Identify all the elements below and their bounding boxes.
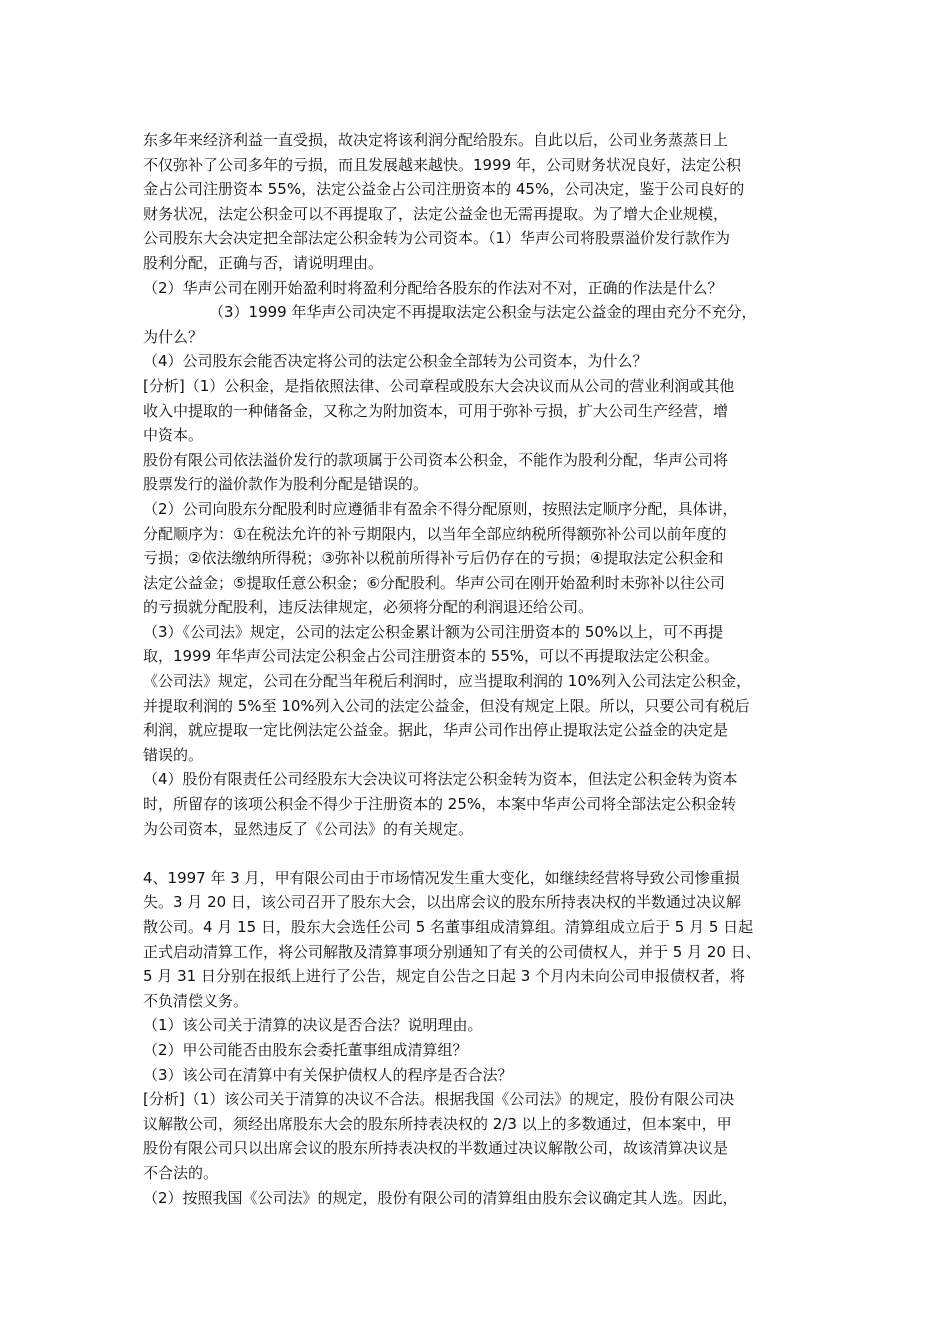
text-line: 利润，就应提取一定比例法定公益金。据此，华声公司作出停止提取法定公益金的决定是 <box>143 721 729 740</box>
question-line: （3）1999 年华声公司决定不再提取法定公积金与法定公益金的理由充分不充分， <box>209 303 757 322</box>
text-line: 股份有限公司只以出席会议的股东所持表决权的半数通过决议解散公司，故该清算决议是 <box>143 1139 729 1158</box>
text-line: 取，1999 年华声公司法定公积金占公司注册资本的 55%，可以不再提取法定公积金。 <box>143 647 720 666</box>
text-line: 分配顺序为：①在税法允许的补亏期限内，以当年全部应纳税所得额弥补公司以前年度的 <box>143 524 727 543</box>
analysis-line: [分析]（1）公积金，是指依照法律、公司章程或股东大会决议而从公司的营业利润或其他 <box>143 376 735 395</box>
text-line: 中资本。 <box>143 426 204 445</box>
text-line: 财务状况，法定公积金可以不再提取了，法定公益金也无需再提取。为了增大企业规模， <box>143 204 729 223</box>
case-heading-line: 4、1997 年 3 月，甲有限公司由于市场情况发生重大变化，如继续经营将导致公司惨重损 <box>143 868 740 887</box>
text-line: 并提取利润的 5%至 10%列入公司的法定公益金，但没有规定上限。所以，只要公司有税后 <box>143 696 750 715</box>
text-line: 东多年来经济利益一直受损，故决定将该利润分配给股东。自此以后，公司业务蒸蒸日上 <box>143 131 729 149</box>
text-line: 正式启动清算工作，将公司解散及清算事项分别通知了有关的公司债权人，并于 5 月 20 日、 <box>143 942 761 961</box>
text-line: 股票发行的溢价款作为股利分配是错误的。 <box>143 475 429 494</box>
text-line: 《公司法》规定，公司在分配当年税后利润时，应当提取利润的 10%列入公司法定公积金， <box>143 672 752 691</box>
text-line: 错误的。 <box>143 745 204 764</box>
question-line: （2）华声公司在刚开始盈利时将盈利分配给各股东的作法对不对，正确的作法是什么？ <box>143 278 723 297</box>
text-line: 为公司资本，显然违反了《公司法》的有关规定。 <box>143 819 474 838</box>
text-line: 为什么？ <box>143 327 204 346</box>
text-line: 散公司。4 月 15 日，股东大会选任公司 5 名董事组成清算组。清算组成立后于 5 月 5 日起 <box>143 918 754 936</box>
text-line: 金占公司注册资本 55%，法定公益金占公司注册资本的 45%，公司决定，鉴于公司良好的 <box>143 180 745 199</box>
text-line: 议解散公司，须经出席股东大会的股东所持表决权的 2/3 以上的多数通过，但本案中，甲 <box>143 1114 732 1133</box>
text-line: 公司股东大会决定把全部法定公积金转为公司资本。（1）华声公司将股票溢价发行款作为 <box>143 229 731 248</box>
analysis-line: [分析]（1）该公司关于清算的决议不合法。根据我国《公司法》的规定，股份有限公司决 <box>143 1090 735 1109</box>
text-line: （2）按照我国《公司法》的规定，股份有限公司的清算组由股东会议确定其人选。因此， <box>143 1188 738 1207</box>
text-line: 的亏损就分配股利，违反法律规定，必须将分配的利润退还给公司。 <box>143 598 594 617</box>
text-line: （3）《公司法》规定，公司的法定公积金累计额为公司注册资本的 50%以上，可不再提 <box>143 622 724 641</box>
text-line: 不负清偿义务。 <box>143 991 249 1010</box>
text-line: 不合法的。 <box>143 1163 219 1182</box>
text-line: 时，所留存的该项公积金不得少于注册资本的 25%，本案中华声公司将全部法定公积金转 <box>143 795 737 814</box>
question-line: （2）甲公司能否由股东会委托董事组成清算组？ <box>143 1040 468 1059</box>
paragraph-gap <box>143 841 823 866</box>
question-line: （4）公司股东会能否决定将公司的法定公积金全部转为公司资本，为什么？ <box>143 352 648 371</box>
text-line: 不仅弥补了公司多年的亏损，而且发展越来越快。1999 年，公司财务状况良好，法定公积 <box>143 155 741 174</box>
text-line: 失。3 月 20 日，该公司召开了股东大会，以出席会议的股东所持表决权的半数通过决议解 <box>143 893 741 912</box>
question-line: （1）该公司关于清算的决议是否合法？说明理由。 <box>143 1016 483 1035</box>
text-line: 股利分配，正确与否，请说明理由。 <box>143 253 384 272</box>
text-line: 股份有限公司依法溢价发行的款项属于公司资本公积金，不能作为股利分配，华声公司将 <box>143 450 729 469</box>
text-line: 5 月 31 日分别在报纸上进行了公告，规定自公告之日起 3 个月内未向公司申报债权者，将 <box>143 967 746 986</box>
question-line: （3）该公司在清算中有关保护债权人的程序是否合法？ <box>143 1065 513 1084</box>
text-line: 法定公益金；⑤提取任意公积金；⑥分配股利。华声公司在刚开始盈利时未弥补以往公司 <box>143 573 725 592</box>
text-line: 收入中提取的一种储备金，又称之为附加资本，可用于弥补亏损，扩大公司生产经营，增 <box>143 401 729 420</box>
text-line: （2）公司向股东分配股利时应遵循非有盈余不得分配原则，按照法定顺序分配，具体讲， <box>143 499 738 518</box>
document-body <box>143 128 823 1210</box>
text-line: （4）股份有限责任公司经股东大会决议可将法定公积金转为资本，但法定公积金转为资本 <box>143 770 738 789</box>
text-line: 亏损；②依法缴纳所得税；③弥补以税前所得补亏后仍存在的亏损；④提取法定公积金和 <box>143 549 724 568</box>
